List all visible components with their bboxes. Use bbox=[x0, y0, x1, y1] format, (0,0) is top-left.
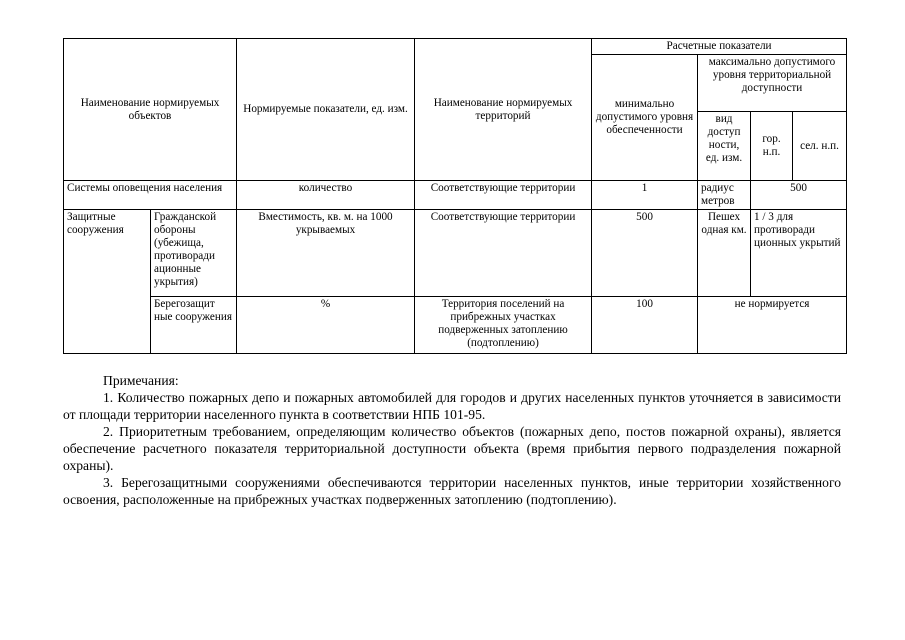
header-territory: Наименование нормируемых территорий bbox=[415, 39, 592, 181]
cell-territory: Соответствующие территории bbox=[415, 210, 592, 297]
header-max-level: максимально допустимого уровня территориальной доступности bbox=[698, 55, 847, 112]
note-item: 1. Количество пожарных депо и пожарных автомобилей для городов и других населенных пунктов уточняется в зависимости от площади территории населенного пункта в соответствии НПБ 101-95. bbox=[63, 390, 841, 422]
cell-territory: Соответствующие территории bbox=[415, 181, 592, 210]
header-indicators: Нормируемые показатели, ед. изм. bbox=[237, 39, 415, 181]
cell-object: Защитные сооружения bbox=[64, 210, 151, 354]
cell-indicator: количество bbox=[237, 181, 415, 210]
cell-indicator: % bbox=[237, 297, 415, 354]
note-item: 3. Берегозащитными сооружениями обеспечиваются территории населенных пунктов, иные территории хозяйственного освоения, расположенные на прибрежных участках подверженных затоплению (подтоплению). bbox=[63, 475, 841, 507]
header-min-level: минимально допустимого уровня обеспеченности bbox=[592, 55, 698, 181]
notes-section bbox=[63, 372, 841, 508]
cell-subobject: Гражданской обороны (убежища, противоради ационные укрытия) bbox=[151, 210, 237, 297]
cell-indicator: Вместимость, кв. м. на 1000 укрываемых bbox=[237, 210, 415, 297]
note-item: 2. Приоритетным требованием, определяющим количество объектов (пожарных депо, постов пожарной охраны), является обеспечение расчетного показателя территориальной доступности объекта (время прибытия первого подразделения пожарной охраны). bbox=[63, 424, 841, 473]
cell-object: Системы оповещения населения bbox=[64, 181, 237, 210]
header-object: Наименование нормируемых объектов bbox=[64, 39, 237, 181]
cell-territory: Территория поселений на прибрежных участках подверженных затоплению (подтоплению) bbox=[415, 297, 592, 354]
header-rural: сел. н.п. bbox=[793, 112, 847, 181]
cell-value: не нормируется bbox=[698, 297, 847, 354]
cell-kind: Пешех одная км. bbox=[698, 210, 751, 297]
norms-table bbox=[63, 38, 847, 354]
header-kind: вид доступ ности, ед. изм. bbox=[698, 112, 751, 181]
cell-min-level: 1 bbox=[592, 181, 698, 210]
table-row bbox=[64, 297, 847, 354]
cell-min-level: 100 bbox=[592, 297, 698, 354]
cell-kind: радиус метров bbox=[698, 181, 751, 210]
cell-value: 500 bbox=[751, 181, 847, 210]
cell-subobject: Берегозащит ные сооружения bbox=[151, 297, 237, 354]
notes-title: Примечания: bbox=[103, 373, 179, 388]
cell-value: 1 / 3 для противоради ционных укрытий bbox=[751, 210, 847, 297]
table-row bbox=[64, 181, 847, 210]
header-calculated: Расчетные показатели bbox=[592, 39, 847, 55]
header-row-1 bbox=[64, 39, 847, 55]
table-row bbox=[64, 210, 847, 297]
cell-min-level: 500 bbox=[592, 210, 698, 297]
header-city: гор. н.п. bbox=[751, 112, 793, 181]
